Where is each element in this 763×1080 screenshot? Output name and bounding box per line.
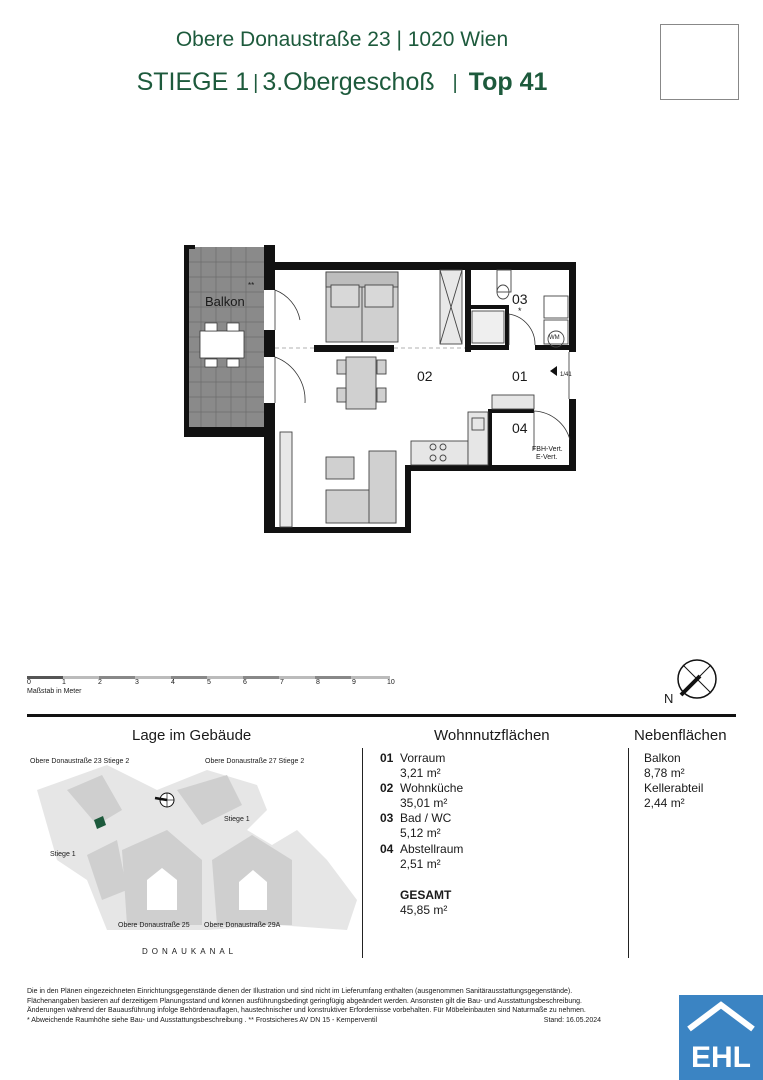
disclaimer-line: * Abweichende Raumhöhe siehe Bau- und Ausstattungsbeschreibung . ** Frostsicheres AV DN 15 - Kemperventil <box>27 1017 378 1025</box>
neben-heading: Nebenflächen <box>634 727 727 744</box>
scale-tick: 9 <box>352 679 356 686</box>
room-name: Wohnküche <box>400 781 464 795</box>
scale-tick: 5 <box>207 679 211 686</box>
total-label: GESAMT <box>400 888 452 902</box>
unit-marker: 1/41 <box>560 372 572 378</box>
map-label: Stiege 1 <box>224 816 250 823</box>
room-number: 01 <box>380 751 394 765</box>
disclaimer-line: Flächenangaben basieren auf derzeitigem Planungsstand und können ausführungsbedingt geringfügig abgeändert werden. Ansonsten gilt die Bau- und Ausstattungsbeschreibung. <box>27 997 582 1005</box>
water-label: DONAUKANAL <box>142 947 238 956</box>
scale-tick: 8 <box>316 679 320 686</box>
wohn-heading: Wohnnutzflächen <box>434 727 550 744</box>
scale-tick: 3 <box>135 679 139 686</box>
site-map <box>27 750 359 960</box>
divider <box>362 748 363 958</box>
room-entry <box>380 751 445 781</box>
floor-label: 3.Obergeschoß <box>262 68 435 96</box>
separator: | <box>452 72 458 94</box>
room-label-02: 02 <box>417 368 433 384</box>
room-number: 02 <box>380 781 394 795</box>
side-area <box>644 751 703 811</box>
date-label: Stand: 16.05.2024 <box>543 1017 601 1025</box>
room-label-01: 01 <box>512 368 528 384</box>
room-label-03: 03 <box>512 291 528 307</box>
divider <box>628 748 629 958</box>
scale-tick: 7 <box>280 679 284 686</box>
stair-label: STIEGE 1 <box>136 68 250 96</box>
north-arrow-icon <box>678 660 716 698</box>
lage-heading: Lage im Gebäude <box>132 727 252 744</box>
room-entry <box>380 811 451 841</box>
total-entry <box>400 888 451 918</box>
map-label: Obere Donaustraße 23 Stiege 2 <box>30 758 130 765</box>
room-area: 35,01 m² <box>400 796 448 810</box>
north-label: N <box>664 691 674 706</box>
address: Obere Donaustraße 23 | 1020 Wien <box>175 28 509 51</box>
room-name: Bad / WC <box>400 811 452 825</box>
balkon-label: Balkon <box>205 294 245 309</box>
room-area: 3,21 m² <box>400 766 441 780</box>
room-name: Abstellraum <box>400 842 464 856</box>
total-area: 45,85 m² <box>400 903 448 917</box>
ehl-logo-icon <box>679 995 763 1080</box>
disclaimer-line: Die in den Plänen eingezeichneten Einrichtungsgegenstände dienen der Illustration und sind nicht im Lieferumfang enthalten (ausgenommen Sanitärausstattungsgegenstände). <box>27 988 573 995</box>
map-label: Stiege 1 <box>50 851 76 858</box>
room-number: 04 <box>380 842 394 856</box>
side-area-value: 8,78 m² <box>644 766 685 780</box>
map-label: Obere Donaustraße 25 <box>118 922 190 929</box>
map-label: Obere Donaustraße 29A <box>204 922 281 929</box>
scale-tick: 10 <box>387 679 395 686</box>
scale-tick: 2 <box>98 679 102 686</box>
scale-label: Maßstab in Meter <box>27 688 82 695</box>
fbh-label: FBH-Vert. <box>532 446 563 453</box>
room-label-04: 04 <box>512 420 528 436</box>
disclaimer <box>27 987 607 1026</box>
wm-label: WM <box>549 335 560 341</box>
separator: | <box>253 72 259 94</box>
room-entry <box>380 842 463 872</box>
room-name: Vorraum <box>400 751 446 765</box>
side-area-value: 2,44 m² <box>644 796 685 810</box>
disclaimer-line: Änderungen während der Bauausführung infolge Behördenauflagen, haustechnischer und konstruktiver Erfordernisse vorbehalten. Für Möbeleinbauten sind Naturmaße zu nehmen. <box>27 1007 586 1015</box>
divider <box>27 714 736 717</box>
map-label: Obere Donaustraße 27 Stiege 2 <box>205 758 305 765</box>
side-area-name: Balkon <box>644 751 681 765</box>
room-area: 2,51 m² <box>400 857 441 871</box>
scale-tick: 0 <box>27 679 31 686</box>
unit-label: Top 41 <box>468 68 548 96</box>
evert-label: E-Vert. <box>536 454 558 461</box>
scale-tick: 6 <box>243 679 247 686</box>
side-area-name: Kellerabteil <box>644 781 704 795</box>
svg-text:EHL: EHL <box>691 1041 751 1074</box>
balcony <box>186 247 264 427</box>
scale-tick: 1 <box>62 679 66 686</box>
furniture <box>280 270 568 527</box>
height-mark: * <box>518 306 522 316</box>
room-number: 03 <box>380 811 394 825</box>
frost-mark: ** <box>248 281 255 290</box>
scale-tick: 4 <box>171 679 175 686</box>
room-area: 5,12 m² <box>400 826 441 840</box>
room-entry <box>380 781 463 811</box>
